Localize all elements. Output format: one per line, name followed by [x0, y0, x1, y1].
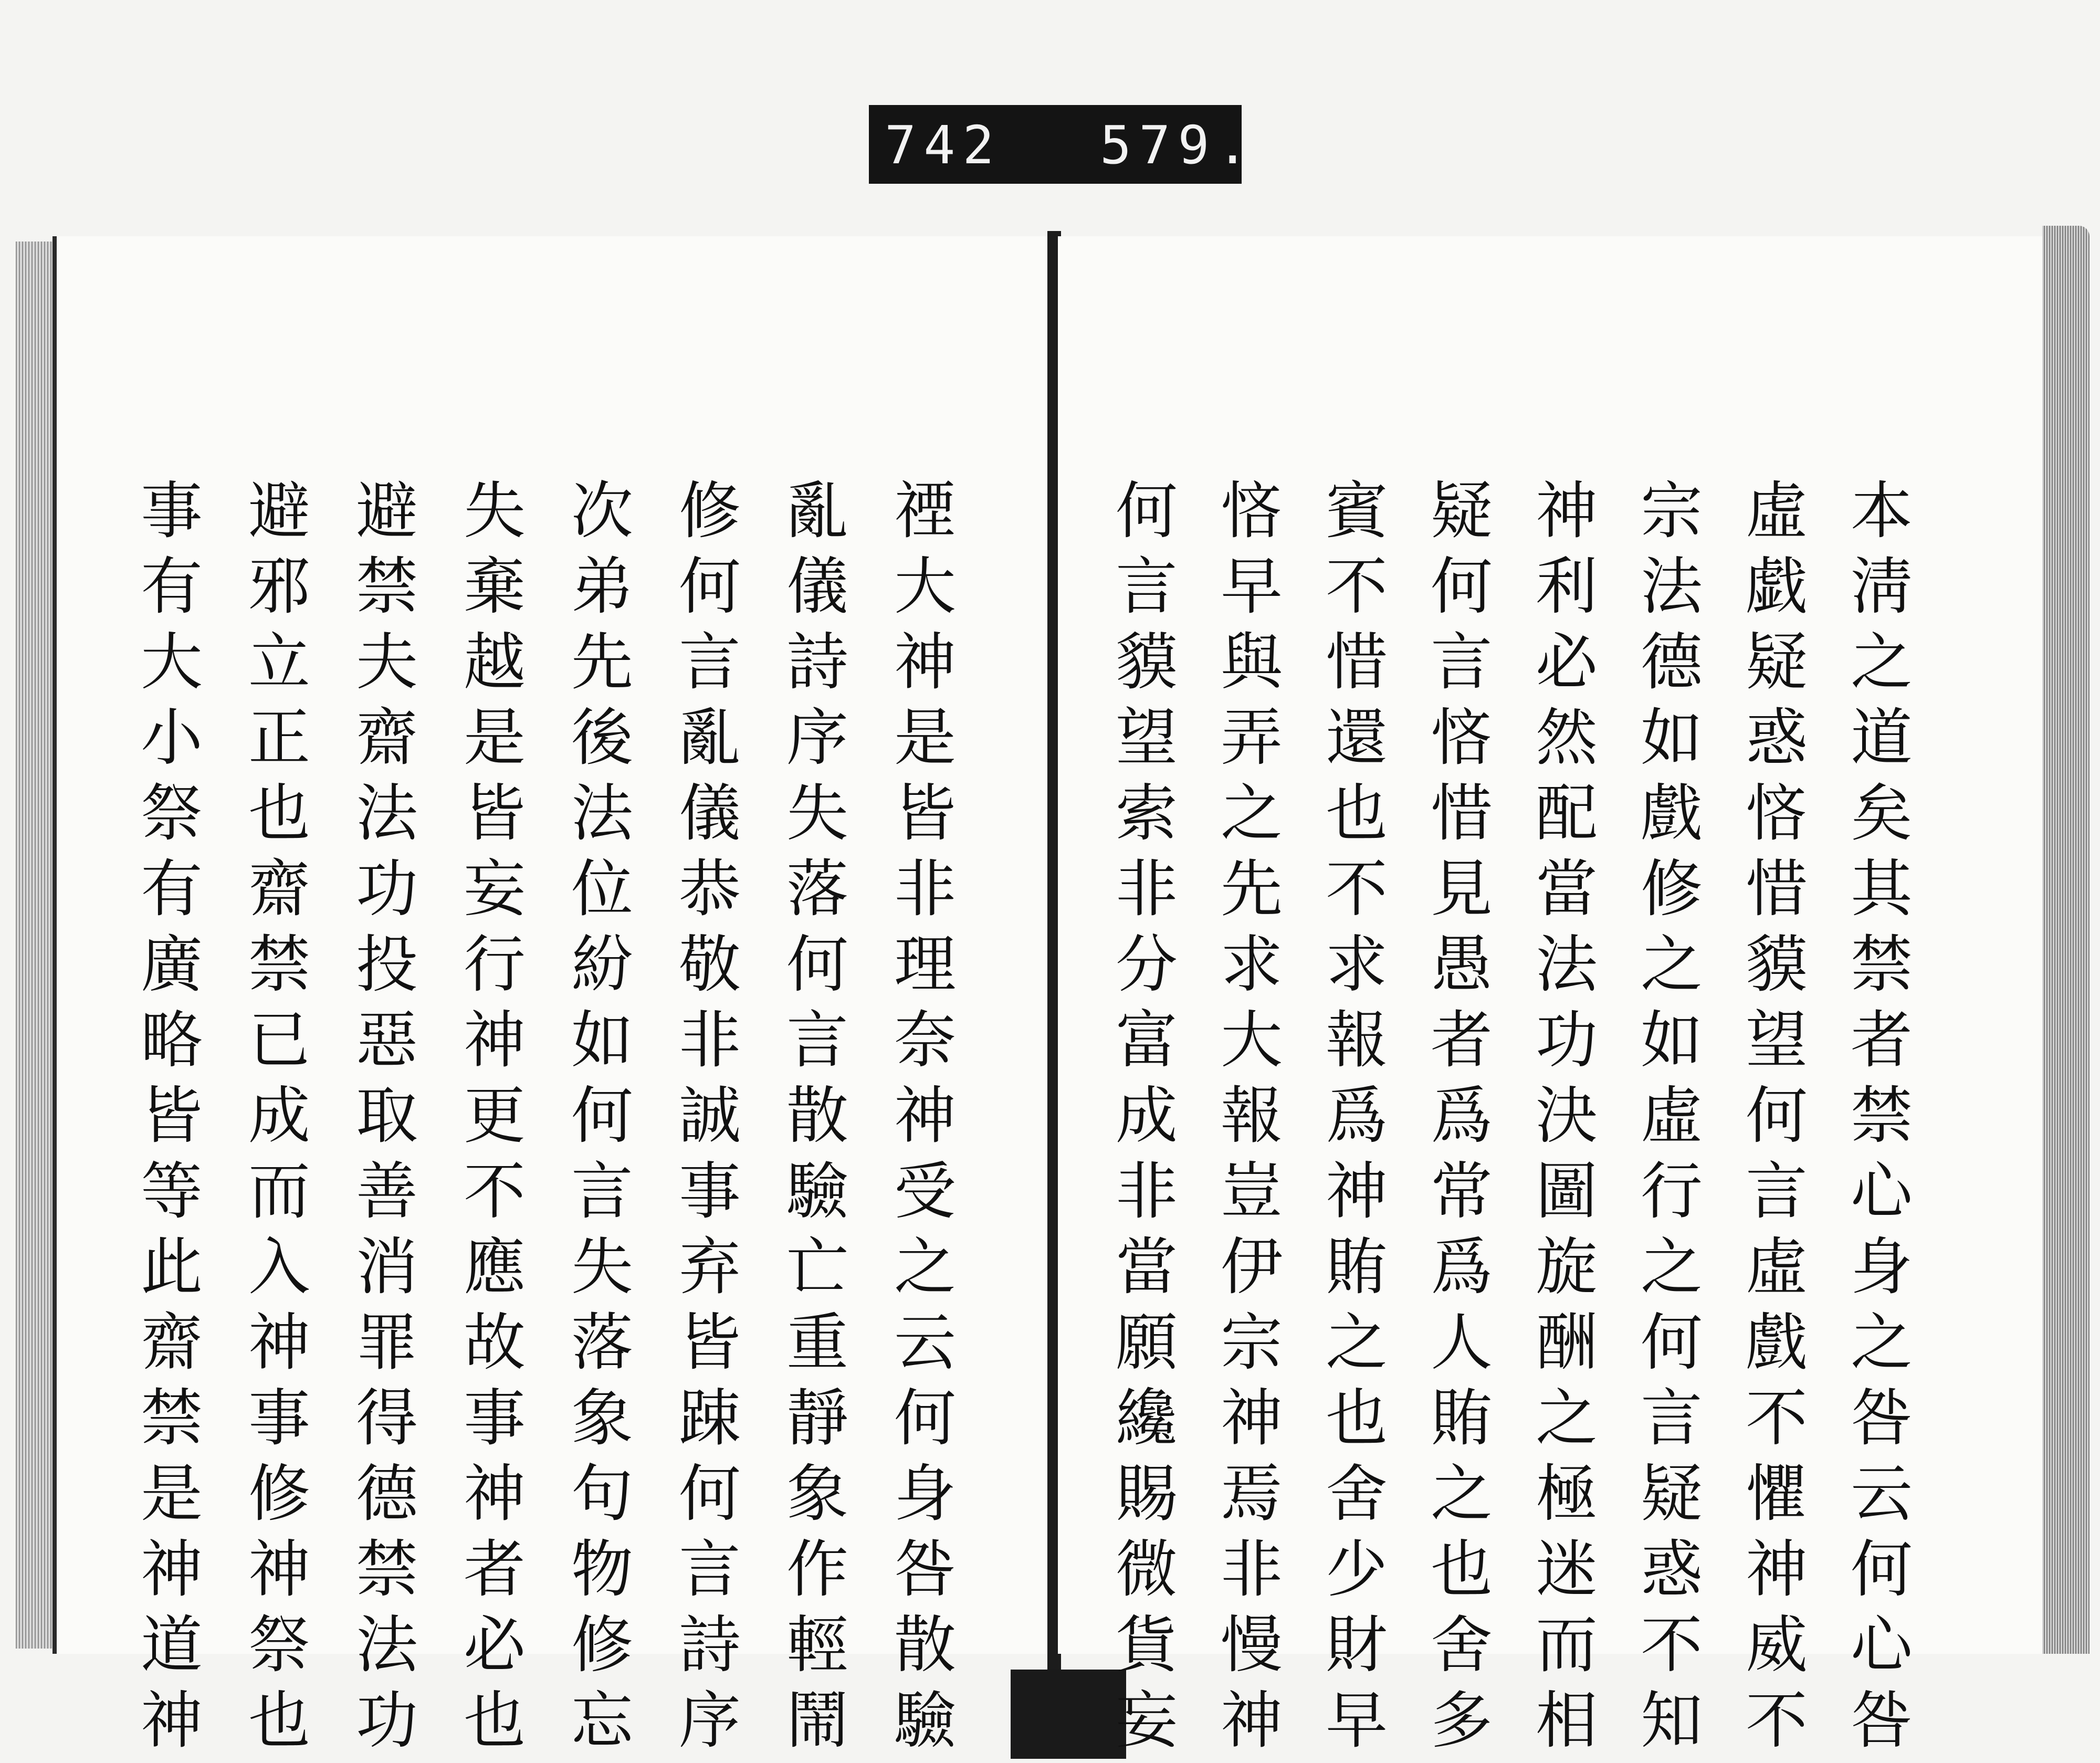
left-page — [52, 236, 1052, 1763]
right-page-column-7: 悋早與弄之先求大報豈伊宗神焉非慢神 — [1210, 478, 1283, 1763]
left-page-column-8: 事有大小祭有廣略皆等此齋禁是神道神 — [130, 478, 203, 1763]
left-page-column-5: 失棄越是皆妄行神更不應故事神者必也 — [453, 478, 526, 1763]
left-page-column-6: 避禁夫齋法功投惡取善消罪得德禁法功 — [345, 478, 418, 1763]
open-book — [16, 226, 2090, 1763]
archive-label — [869, 105, 1256, 184]
right-page-column-8: 何言貘望索非分富成非當願纔賜微貨妄 — [1105, 478, 1178, 1763]
left-page-column-2: 亂儀詩序失落何言散驗亡重靜象作輕鬧 — [776, 478, 848, 1763]
right-page-column-4: 神利必然配當法功決圖旋酬之極迷而相 — [1525, 478, 1598, 1763]
left-page-column-4: 次弟先後法位紛如何言失落象句物修忘 — [561, 478, 633, 1763]
right-page-column-1: 本淸之道矣其禁者禁心身之咎云何心咎 — [1840, 478, 1913, 1763]
right-page — [1058, 236, 2055, 1763]
left-page-column-1: 禋大神是皆非理奈神受之云何身咎散驗 — [884, 478, 956, 1763]
left-page-column-3: 修何言亂儀恭敬非誠事弃皆踈何言詩序 — [668, 478, 741, 1763]
left-page-edges — [16, 242, 52, 1649]
label-number-left: 742 — [885, 114, 1002, 176]
right-page-column-3: 宗法德如戲修之如虛行之何言疑惑不知 — [1630, 478, 1703, 1763]
right-page-edges — [2042, 226, 2090, 1654]
right-page-column-6: 賓不惜還也不求報爲神賄之也舍少財早 — [1315, 478, 1388, 1763]
right-page-column-5: 疑何言悋惜見愚者爲常爲人賄之也舍多 — [1420, 478, 1493, 1763]
label-number-right: 579. — [1100, 114, 1256, 176]
right-page-column-2: 虛戯疑惑悋惜貘望何言虛戲不懼神威不 — [1735, 478, 1808, 1763]
left-page-column-7: 避邪立正也齋禁已成而入神事修神祭也 — [238, 478, 310, 1763]
